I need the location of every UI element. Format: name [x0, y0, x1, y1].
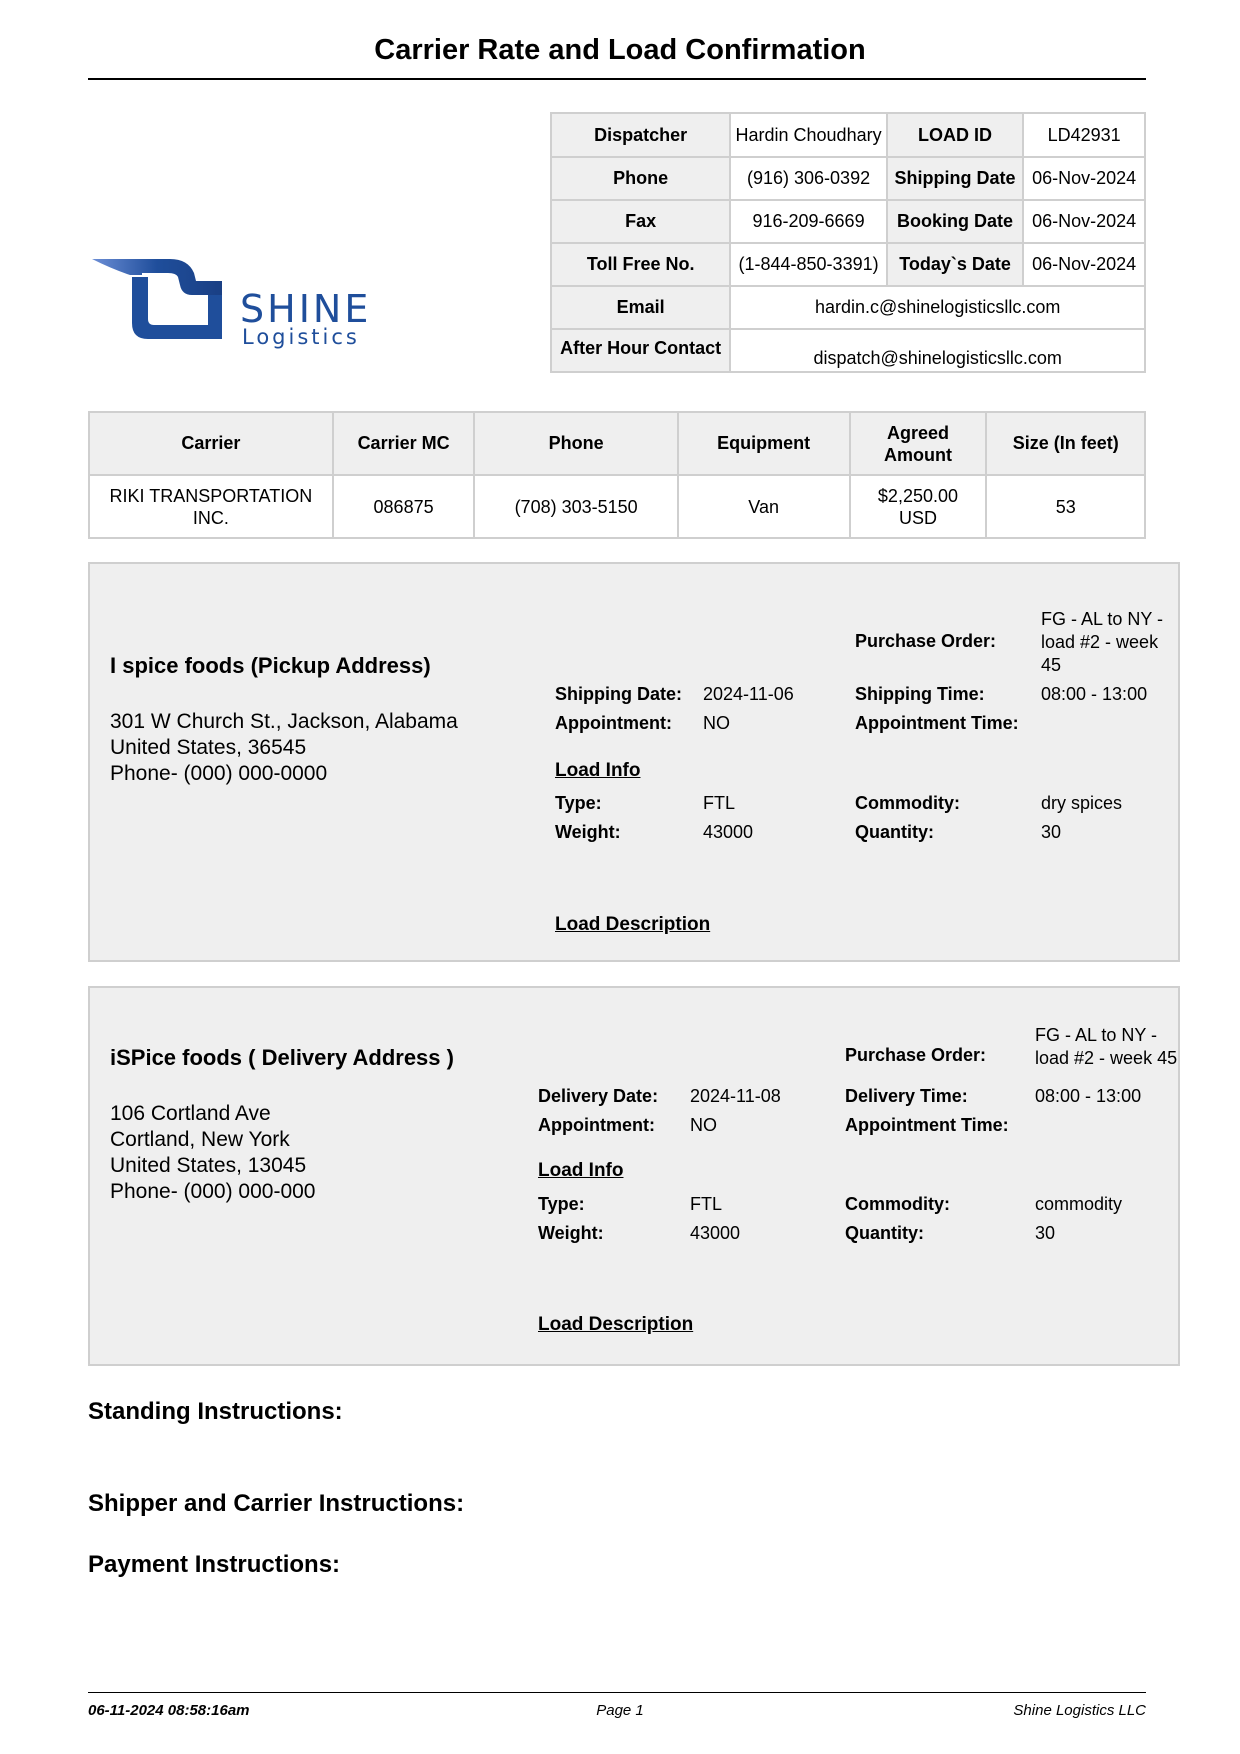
load-info-heading: Load Info: [538, 1160, 624, 1181]
delivery-section: [88, 986, 1180, 1366]
after-hour-label: After Hour Contact: [551, 329, 730, 372]
email-value[interactable]: hardin.c@shinelogisticsllc.com: [730, 286, 1145, 329]
booking-date-value: 06-Nov-2024: [1023, 200, 1145, 243]
column-header: Size (In feet): [986, 412, 1145, 475]
agreed-amount-cell: $2,250.00 USD: [850, 475, 987, 538]
fax-value: 916-209-6669: [730, 200, 886, 243]
load-description-heading: Load Description: [555, 914, 711, 935]
appointment-time-label: Appointment Time:: [845, 1115, 1009, 1135]
dispatcher-label: Dispatcher: [551, 113, 730, 157]
delivery-date-label: Delivery Date:: [538, 1086, 659, 1106]
load-id-label: LOAD ID: [887, 113, 1024, 157]
footer-divider: [88, 1692, 1146, 1693]
delivery-address-line1: 106 Cortland Ave: [110, 1102, 271, 1125]
equipment-cell: Van: [678, 475, 850, 538]
carrier-phone-cell: (708) 303-5150: [474, 475, 677, 538]
standing-instructions-heading: Standing Instructions:: [88, 1398, 343, 1425]
commodity-value: dry spices: [1041, 793, 1123, 813]
quantity-label: Quantity:: [845, 1223, 924, 1243]
todays-date-value: 06-Nov-2024: [1023, 243, 1145, 286]
type-label: Type:: [555, 793, 602, 813]
after-hour-value[interactable]: dispatch@shinelogisticsllc.com: [730, 329, 1145, 372]
shipping-time-value: 08:00 - 13:00: [1041, 684, 1148, 704]
payment-instructions-heading: Payment Instructions:: [88, 1551, 341, 1578]
footer-company: Shine Logistics LLC: [1013, 1702, 1146, 1719]
fax-label: Fax: [551, 200, 730, 243]
appointment-label: Appointment:: [538, 1115, 655, 1135]
type-label: Type:: [538, 1194, 585, 1214]
weight-value: 43000: [703, 822, 754, 842]
delivery-time-value: 08:00 - 13:00: [1035, 1086, 1142, 1106]
column-header: Agreed Amount: [850, 412, 987, 475]
load-id-value: LD42931: [1023, 113, 1145, 157]
toll-free-value: (1-844-850-3391): [730, 243, 886, 286]
carrier-name-cell: RIKI TRANSPORTATION INC.: [89, 475, 333, 538]
type-value: FTL: [703, 793, 736, 813]
appointment-label: Appointment:: [555, 713, 672, 733]
footer-page-number: Page 1: [596, 1702, 644, 1719]
commodity-label: Commodity:: [855, 793, 960, 813]
pickup-address-line2: United States, 36545: [110, 736, 307, 759]
quantity-value: 30: [1035, 1223, 1056, 1243]
appointment-value: NO: [690, 1115, 717, 1135]
load-description-heading: Load Description: [538, 1314, 694, 1335]
delivery-address-line3: United States, 13045: [110, 1154, 307, 1177]
logo-word-shine: SHINE: [240, 287, 372, 331]
weight-label: Weight:: [555, 822, 621, 842]
shipping-date-label: Shipping Date: [887, 157, 1024, 200]
purchase-order-label: Purchase Order:: [845, 1045, 987, 1065]
booking-date-label: Booking Date: [887, 200, 1024, 243]
carrier-table-header: [89, 412, 1145, 475]
footer-timestamp: 06-11-2024 08:58:16am: [88, 1702, 250, 1719]
size-cell: 53: [986, 475, 1145, 538]
quantity-value: 30: [1041, 822, 1062, 842]
weight-label: Weight:: [538, 1223, 604, 1243]
phone-label: Phone: [551, 157, 730, 200]
type-value: FTL: [690, 1194, 723, 1214]
weight-value: 43000: [690, 1223, 741, 1243]
pickup-section: [88, 562, 1180, 962]
appointment-value: NO: [703, 713, 730, 733]
purchase-order-value: FG - AL to NY - load #2 - week 45: [1035, 1025, 1178, 1068]
title-divider: [88, 78, 1146, 80]
delivery-phone: Phone- (000) 000-000: [110, 1180, 316, 1203]
column-header: Carrier MC: [333, 412, 475, 475]
pickup-address-line1: 301 W Church St., Jackson, Alabama: [110, 710, 458, 733]
shipping-date-label: Shipping Date:: [555, 684, 682, 704]
commodity-label: Commodity:: [845, 1194, 950, 1214]
shipping-date-value: 2024-11-06: [703, 684, 794, 704]
delivery-date-value: 2024-11-08: [690, 1086, 781, 1106]
shipping-date-value: 06-Nov-2024: [1023, 157, 1145, 200]
column-header: Phone: [474, 412, 677, 475]
column-header: Carrier: [89, 412, 333, 475]
toll-free-label: Toll Free No.: [551, 243, 730, 286]
shipping-time-label: Shipping Time:: [855, 684, 985, 704]
dispatcher-value: Hardin Choudhary: [730, 113, 886, 157]
carrier-mc-cell: 086875: [333, 475, 475, 538]
logo-word-logistics: Logistics: [242, 325, 360, 349]
delivery-address-line2: Cortland, New York: [110, 1128, 290, 1151]
purchase-order-value: FG - AL to NY - load #2 - week 45: [1041, 609, 1164, 675]
delivery-name: iSPice foods ( Delivery Address ): [110, 1045, 454, 1070]
pickup-phone: Phone- (000) 000-0000: [110, 762, 328, 785]
todays-date-label: Today`s Date: [887, 243, 1024, 286]
purchase-order-label: Purchase Order:: [855, 631, 997, 651]
appointment-time-label: Appointment Time:: [855, 713, 1019, 733]
email-label: Email: [551, 286, 730, 329]
table-row: [89, 475, 1145, 538]
commodity-value: commodity: [1035, 1194, 1123, 1214]
quantity-label: Quantity:: [855, 822, 934, 842]
shipper-carrier-instructions-heading: Shipper and Carrier Instructions:: [88, 1490, 465, 1517]
delivery-time-label: Delivery Time:: [845, 1086, 968, 1106]
dispatch-info-table: [550, 112, 1146, 373]
pickup-name: I spice foods (Pickup Address): [110, 653, 431, 678]
load-info-heading: Load Info: [555, 760, 641, 781]
phone-value: (916) 306-0392: [730, 157, 886, 200]
carrier-table: [88, 411, 1146, 539]
column-header: Equipment: [678, 412, 850, 475]
page-title: Carrier Rate and Load Confirmation: [374, 34, 866, 66]
